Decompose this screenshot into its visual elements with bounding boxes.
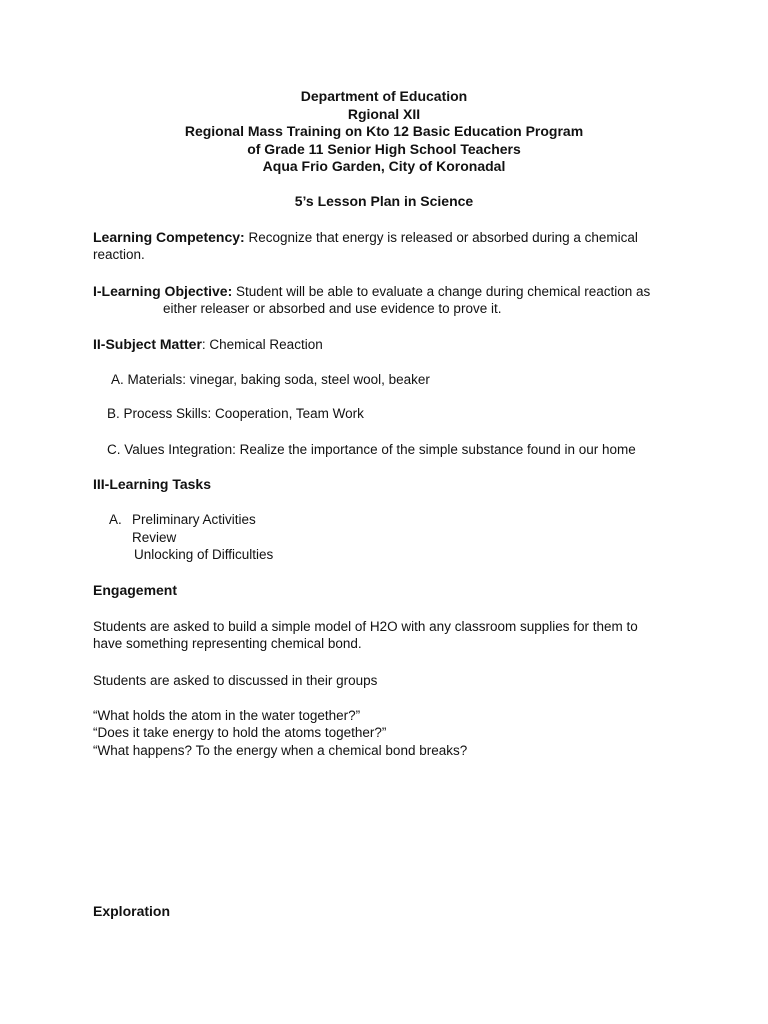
list-marker-a: A. (109, 512, 122, 527)
header-grade: of Grade 11 Senior High School Teachers (247, 141, 521, 157)
header-training: Regional Mass Training on Kto 12 Basic Education Program (184, 123, 584, 139)
competency-label: Learning Competency: (93, 229, 245, 245)
subject-matter-label: II-Subject Matter (93, 336, 202, 352)
question-1: “What holds the atom in the water together?” (93, 708, 361, 723)
subject-matter-text: : Chemical Reaction (201, 337, 323, 352)
values-integration-item: C. Values Integration: Realize the importance of the simple substance found in our home (107, 442, 636, 457)
lesson-plan-title: 5’s Lesson Plan in Science (294, 193, 474, 209)
objective-text: Student will be able to evaluate a change during chemical reaction as (232, 284, 651, 299)
preliminary-activities-item: Preliminary Activities (132, 512, 256, 527)
engagement-heading: Engagement (93, 582, 178, 598)
review-item: Review (132, 530, 177, 545)
objective-label: I-Learning Objective: (93, 283, 233, 299)
engagement-paragraph-1: Students are asked to build a simple model of H2O with any classroom supplies for them to (93, 619, 638, 634)
header-department: Department of Education (300, 88, 468, 104)
question-2: “Does it take energy to hold the atoms together?” (93, 725, 387, 740)
process-skills-item: B. Process Skills: Cooperation, Team Work (107, 406, 364, 421)
materials-item: A. Materials: vinegar, baking soda, steel wool, beaker (111, 372, 430, 387)
engagement-paragraph-1-cont: have something representing chemical bond. (93, 636, 362, 651)
exploration-heading: Exploration (93, 903, 171, 919)
competency-text: Recognize that energy is released or absorbed during a chemical (244, 230, 638, 245)
header-venue: Aqua Frio Garden, City of Koronadal (262, 158, 506, 174)
subject-matter-line (93, 336, 323, 353)
learning-tasks-heading: III-Learning Tasks (93, 476, 211, 492)
objective-text-cont: either releaser or absorbed and use evidence to prove it. (163, 301, 502, 316)
unlocking-difficulties-item: Unlocking of Difficulties (134, 547, 274, 562)
header-region: Rgional XII (347, 106, 421, 122)
question-3: “What happens? To the energy when a chemical bond breaks? (93, 743, 468, 758)
objective-line (93, 283, 650, 300)
competency-line (93, 229, 638, 246)
competency-text-cont: reaction. (93, 247, 145, 262)
engagement-paragraph-2: Students are asked to discussed in their groups (93, 673, 378, 688)
